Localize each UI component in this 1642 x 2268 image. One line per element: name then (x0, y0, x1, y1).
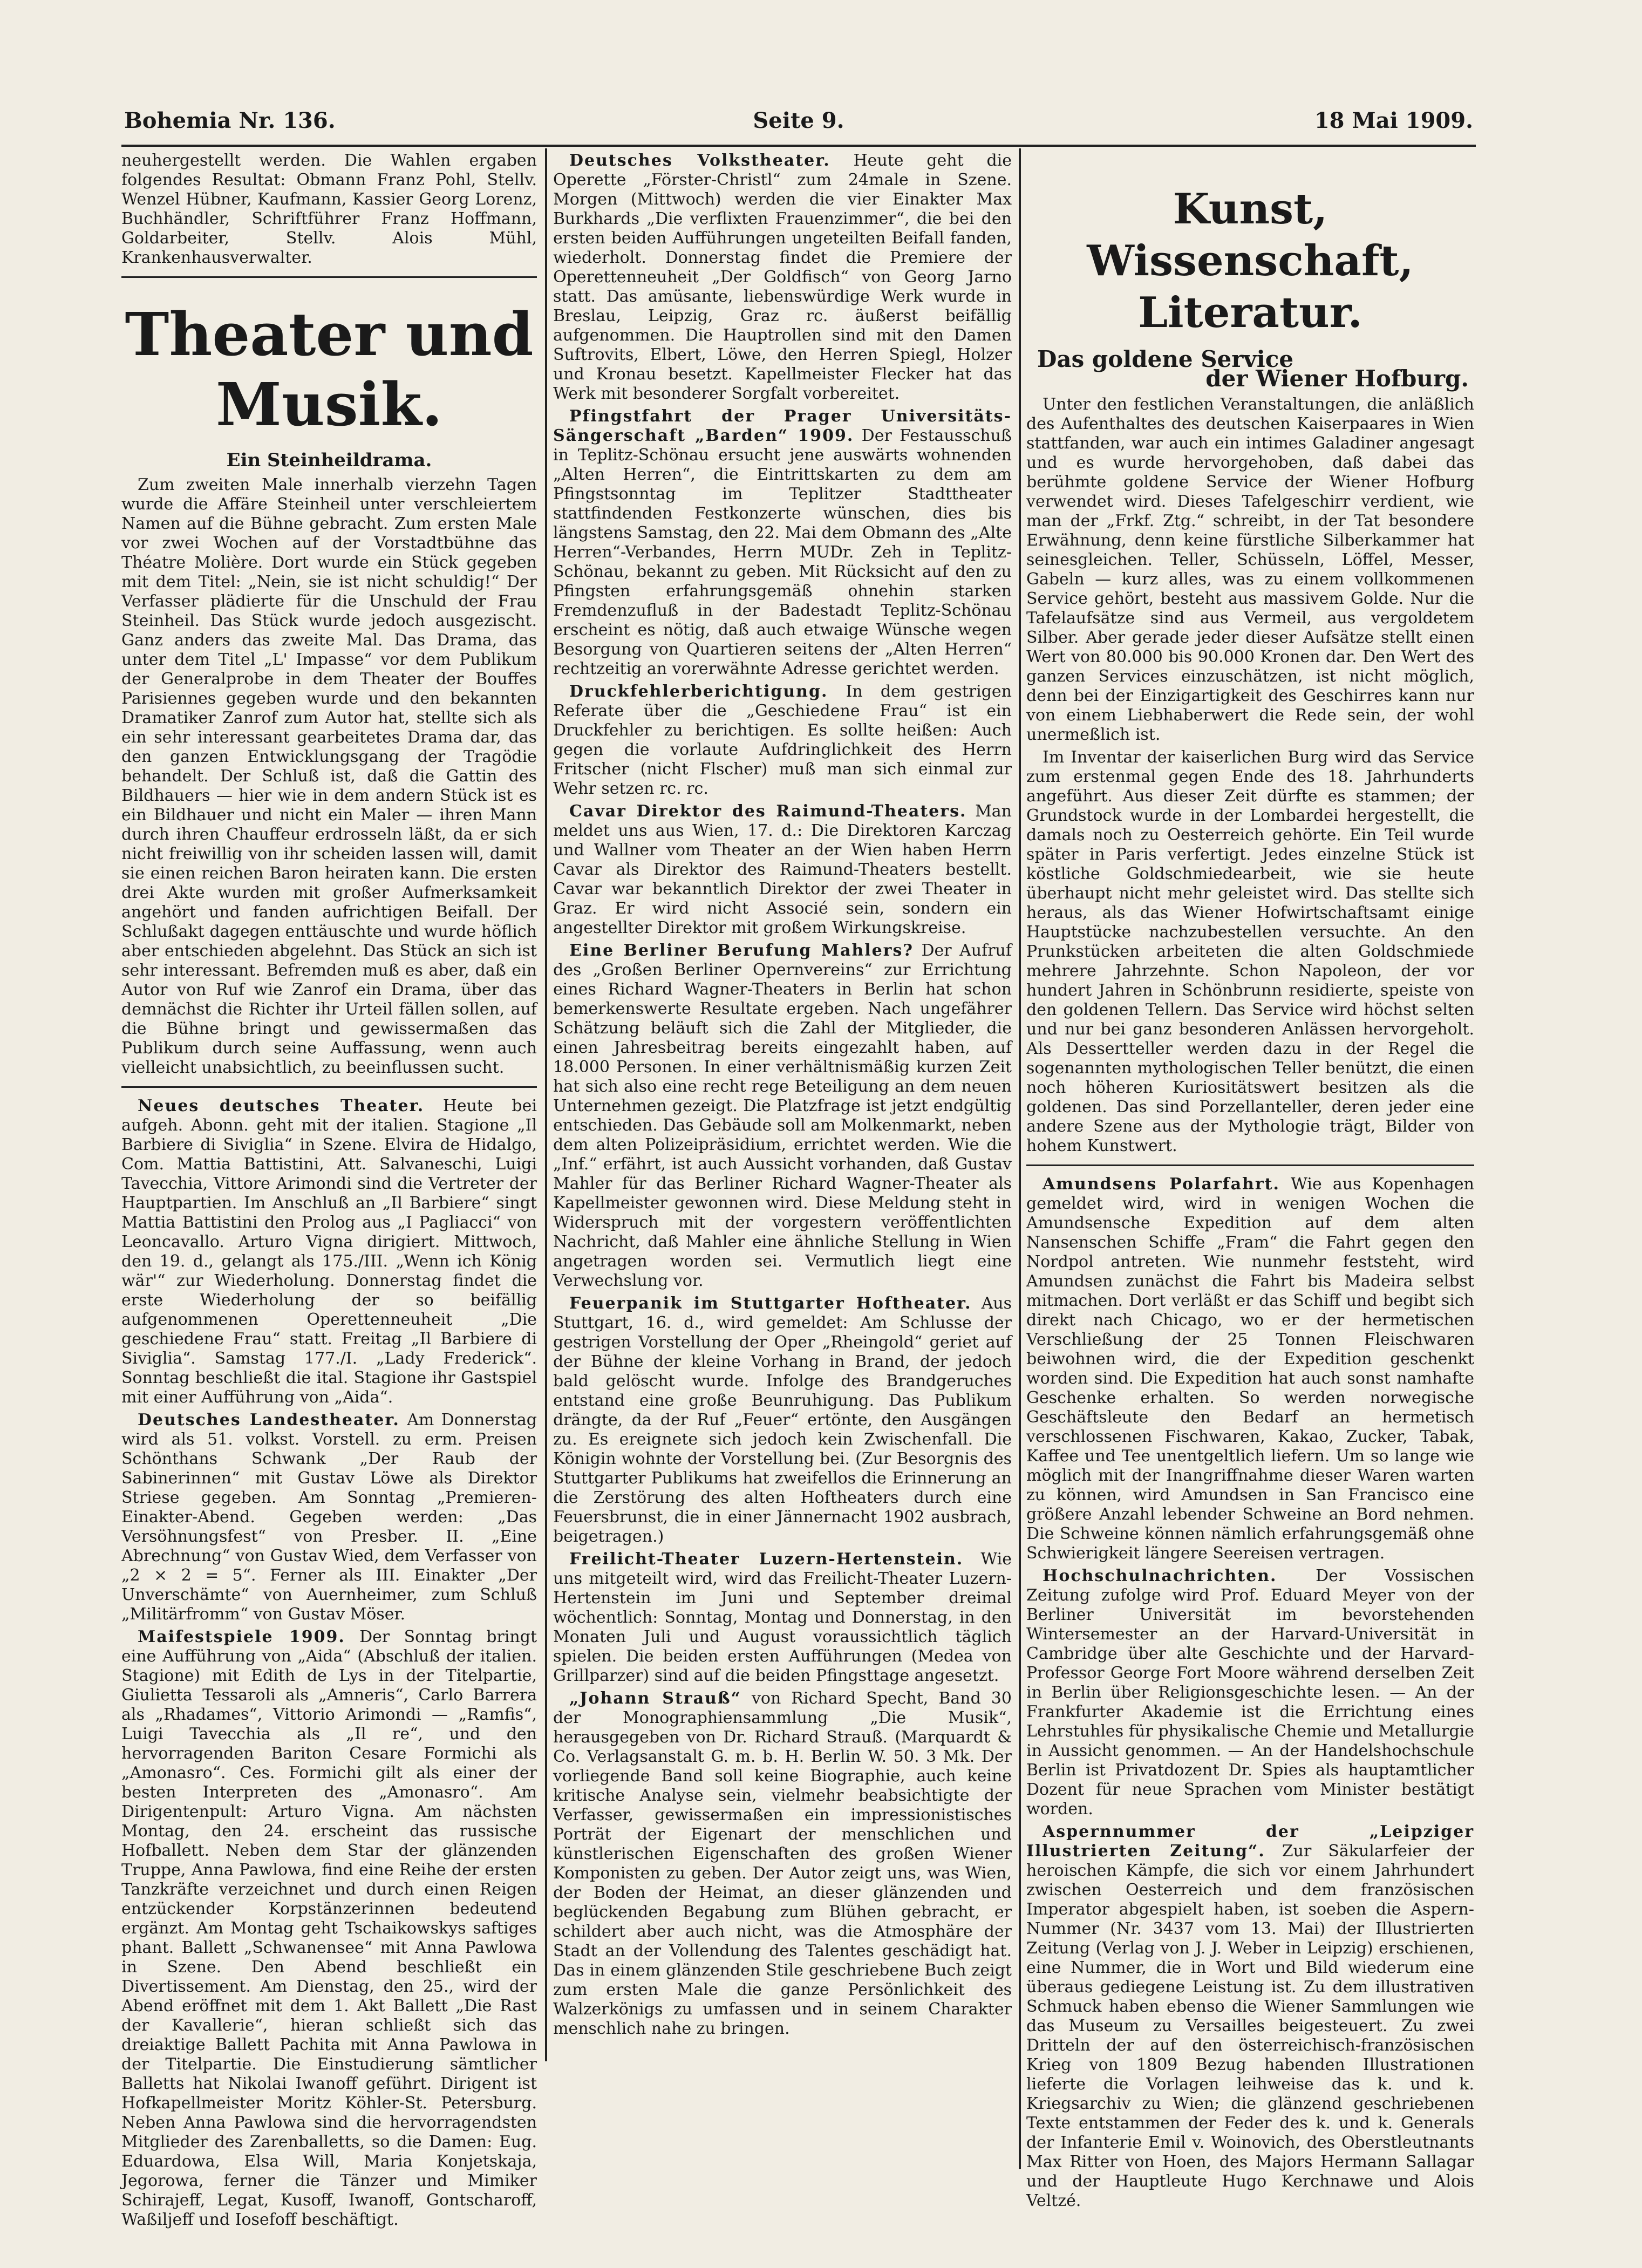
section-rule (121, 276, 537, 278)
article-paragraph: Im Inventar der kaiserlichen Burg wird das Service zum erstenmal gegen Ende des 18. Jahrhunderts angeführt. Aus dieser Zeit dürfte es stammen; der Grundstock wurde in der Lombardei hergestellt, die damals noch zu Oesterreich gehörte. Ein Teil wurde später in Paris verfertigt. Jedes einzelne Stück ist köstliche Goldschmiedearbeit, wie sie heute überhaupt nicht mehr geleistet wird. Das stellte sich heraus, als das Wiener Hofwirtschaftsamt einige Hauptstücke nachzubestellen versuchte. An den Prunkstücken arbeiteten die alten Goldschmiede mehrere Jahrzehnte. Schon Napoleon, der vor hundert Jahren in Schönbrunn residierte, speiste von den goldenen Tellern. Das Service wird höchst selten und nur bei ganz besonderen Anlässen hervorgeholt. Als Dessertteller werden dazu in der Regel die sogenannten mythologischen Teller benützt, die einen noch höheren Kuriositätswert besitzen als die goldenen. Das sind Porzellanteller, deren jeder eine andere Szene aus der Mythologie trägt, Bilder von hohem Kunstwert. (1026, 748, 1474, 1155)
page-header (124, 108, 1473, 140)
article-paragraph: Zum zweiten Male innerhalb vierzehn Tagen wurde die Affäre Steinheil unter verschleiertem Namen auf die Bühne gebracht. Zum ersten Male vor zwei Wochen auf der Vorstadtbühne das Théatre Molière. Dort wurde ein Stück gegeben mit dem Titel: „Nein, sie ist nicht schuldig!“ Der Verfasser plädierte für die Unschuld der Frau Steinheil. Das Stück wurde jedoch ausgezischt. Ganz anders das zweite Mal. Das Drama, das unter dem Titel „L' Impasse“ vor dem Publikum der Generalprobe in dem Theater der Bouffes Parisiennes gegeben wurde und den bekannten Dramatiker Zanrof zum Autor hat, stellte sich als ein sehr interessant gearbeitetes Drama dar, das den ganzen Entwicklungsgang der Tragödie behandelt. Der Schluß ist, daß die Gattin des Bildhauers — hier wie in dem andern Stück ist es ein Bildhauer und nicht ein Maler — ihren Mann durch ihren Chauffeur erdrosseln läßt, da er sich nicht freiwillig von ihr scheiden lassen will, damit sie einen reichen Baron heiraten kann. Die ersten drei Akte wurden mit großer Aufmerksamkeit angehört und fanden aufrichtigen Beifall. Der Schlußakt dagegen enttäuschte und wurde höflich aber entschieden abgelehnt. Das Stück an sich ist sehr interessant. Befremden muß es aber, daß ein Autor von Ruf wie Zanrof ein Drama, über das demnächst die Richter ihr Urteil fällen sollen, auf die Bühne bringt und gewissermaßen das Publikum durch seine Auffassung, wenn auch vielleicht unabsichtlich, zu beeinflussen sucht. (121, 475, 537, 1077)
column-2 (553, 151, 1012, 2072)
news-item (1026, 1175, 1474, 1563)
news-item (553, 941, 1012, 1291)
header-rule (121, 145, 1476, 147)
news-item-heading: Hochschulnachrichten. (1043, 1567, 1277, 1585)
header-issue: Bohemia Nr. 136. (124, 108, 336, 133)
news-item-heading: Eine Berliner Berufung Mahlers? (569, 941, 914, 960)
news-item-text: Man meldet uns aus Wien, 17. d.: Die Direktoren Karczag und Wallner vom Theater an der Wien haben Herrn Cavar als Direktor des Raimund-Theaters bestellt. Cavar war bekanntlich Direktor der zwei Theater in Graz. Er wird nicht Associé sein, sondern ein angestellter Direktor mit großem Wirkungskreise. (553, 802, 1012, 937)
column-divider-2 (1019, 148, 1021, 2169)
column-3 (1026, 151, 1474, 2210)
header-page-number: Seite 9. (753, 108, 844, 133)
news-item (553, 407, 1012, 679)
news-item-text: Der Aufruf des „Großen Berliner Opernvereins“ zur Errichtung eines Richard Wagner-Theaters in Berlin hat schon bemerkenswerte Resultate ergeben. Nach ungefährer Schätzung beläuft sich die Zahl der Mitglieder, die einen Jahresbeitrag bereits eingezahlt haben, auf 18.000 Personen. In einer verhältnismäßig kurzen Zeit hat sich also eine recht rege Beteiligung an dem neuen Unternehmen gezeigt. Die Platzfrage ist jetzt endgültig entschieden. Das Gebäude soll am Molkenmarkt, neben dem alten Polizeipräsidium, errichtet werden. Wie die „Inf.“ erfährt, ist auch Aussicht vorhanden, daß Gustav Mahler für das Berliner Richard Wagner-Theater als Kapellmeister gewonnen wird. Diese Meldung steht in Widerspruch mit der vorgestern veröffentlichten Nachricht, daß Mahler eine ähnliche Stellung in Wien angetragen worden sei. Vermutlich liegt eine Verwechslung vor. (553, 941, 1012, 1290)
news-item-text: Zur Säkularfeier der heroischen Kämpfe, die sich vor einem Jahrhundert zwischen Oesterreich und dem französischen Imperator abgespielt haben, ist soeben die Aspern-Nummer (Nr. 3437 vom 13. Mai) der Illustrierten Zeitung (Verlag von J. J. Weber in Leipzig) erschienen, eine Nummer, die in Wort und Bild wiederum eine überaus gediegene Leistung ist. Zu dem illustrativen Schmuck haben ebenso die Wiener Sammlungen wie das Museum zu Versailles beigesteuert. Zu zwei Dritteln der auf den österreichisch-französischen Krieg von 1809 Bezug habenden Illustrationen lieferte die Vorlagen leihweise das k. und k. Kriegsarchiv zu Wien; die glänzend geschriebenen Texte entstammen der Feder des k. und k. Generals der Infanterie Emil v. Woinovich, des Oberstleutnants Max Ritter von Hoen, des Majors Hermann Sallagar und der Hauptleute Hugo Kerchnawe und Alois Veltzé. (1026, 1842, 1474, 2210)
news-item-heading: Freilicht-Theater Luzern-Hertenstein. (569, 1550, 964, 1569)
news-item (121, 1627, 537, 2230)
news-item-heading: Cavar Direktor des Raimund-Theaters. (569, 802, 967, 821)
news-item (553, 802, 1012, 938)
news-item (553, 1550, 1012, 1686)
news-item-text: Heute geht die Operette „Förster-Christl“ zum 24male in Szene. Morgen (Mittwoch) werden die vier Einakter Max Burkhards „Die verflixten Frauenzimmer“, die bei den ersten beiden Aufführungen ungeteilten Beifall fanden, wiederholt. Donnerstag findet die Premiere der Operettenneuheit „Der Goldfisch“ von Georg Jarno statt. Das amüsante, liebenswürdige Werk wurde in Breslau, Leipzig, Graz rc. äußerst beifällig aufgenommen. Die Hauptrollen sind mit den Damen Suftrovits, Elbert, Löwe, den Herren Spiegl, Holzer und Kronau besetzt. Kapellmeister Flecker hat das Werk mit besonderer Sorgfalt vorbereitet. (553, 151, 1012, 403)
news-item-heading: Amundsens Polarfahrt. (1043, 1175, 1280, 1194)
article-title-line-1: Das goldene Service (1037, 346, 1294, 372)
news-item-text: von Richard Specht, Band 30 der Monographiensammlung „Die Musik“, herausgegeben von Dr. Richard Strauß. (Marquardt & Co. Verlagsanstalt G. m. b. H. Berlin W. 50. 3 Mk. Der vorliegende Band soll keine Biographie, auch keine kritische Analyse sein, vielmehr beabsichtigte der Verfasser, gewissermaßen ein impressionistisches Porträt der Eigenart der menschlichen und künstlerischen Eigenschaften des großen Wiener Komponisten zu geben. Der Autor zeigt uns, was Wien, der Boden der Heimat, an dieser glänzenden und beglückenden Begabung zum Blühen gebracht, er schildert aber auch nicht, was die Atmosphäre der Stadt an der Vollendung des Talentes geschädigt hat. Das in einem glänzenden Stile geschriebene Buch zeigt zum ersten Male die ganze Persönlichkeit des Walzerkönigs zu umfassen und in seinem Charakter menschlich nahe zu bringen. (553, 1689, 1012, 2038)
news-item (553, 682, 1012, 799)
news-item-text: Heute bei aufgeh. Abonn. geht mit der italien. Stagione „Il Barbiere di Siviglia“ in Szene. Elvira de Hidalgo, Com. Mattia Battistini, Att. Salvaneschi, Luigi Tavecchia, Vittore Arimondi sind die Vertreter der Hauptpartien. Im Anschluß an „Il Barbiere“ singt Mattia Battistini den Prolog aus „I Pagliacci“ von Leoncavallo. Arturo Vigna dirigiert. Mittwoch, den 19. d., gelangt als 175./III. „Wenn ich König wär'“ zur Wiederholung. Donnerstag findet die erste Wiederholung der so beifällig aufgenommenen Operettenneuheit „Die geschiedene Frau“ statt. Freitag „Il Barbiere di Siviglia“. Samstag 177./I. „Lady Frederick“. Sonntag beschließt die ital. Stagione ihr Gastspiel mit einer Aufführung von „Aida“. (121, 1096, 537, 1407)
news-item-heading: Deutsches Volkstheater. (569, 151, 830, 170)
column-1 (121, 151, 537, 2229)
news-item-text: In dem gestrigen Referate über die „Geschiedene Frau“ ist ein Druckfehler zu berichtigen. Es sollte heißen: Auch gegen die vorlaute Aufdringlichkeit des Herrn Fritscher (nicht Flscher) muß man sich einmal zur Wehr setzen rc. rc. (553, 682, 1012, 798)
news-item-heading: Druckfehlerberichtigung. (569, 682, 828, 701)
news-item-text: Am Donnerstag wird als 51. volkst. Vorstell. zu erm. Preisen Schönthans Schwank „Der Raub der Sabinerinnen“ mit Gustav Löwe als Direktor Striese gegeben. Am Sonntag „Premieren-Einakter-Abend. Gegeben werden: „Das Versöhnungsfest“ von Presber. II. „Eine Abrechnung“ von Gustav Wied, dem Verfasser von „2 × 2 = 5“. Ferner als III. Einakter „Der Unverschämte“ von Auernheimer, zum Schluß „Militärfromm“ von Gustav Möser. (121, 1411, 537, 1624)
news-item-heading: „Johann Strauß“ (569, 1689, 741, 1708)
article-paragraph: Unter den festlichen Veranstaltungen, die anläßlich des Aufenthaltes des deutschen Kaiserpaares in Wien stattfanden, war auch ein intimes Galadiner angesagt und es wurde hervorgehoben, daß dabei das berühmte goldene Service der Wiener Hofburg verwendet wird. Dieses Tafelgeschirr verdient, wie man der „Frkf. Ztg.“ schreibt, in der Tat besondere Erwähnung, denn keine fürstliche Silberkammer hat seinesgleichen. Teller, Schüsseln, Löffel, Messer, Gabeln — kurz alles, was zu einem vollkommenen Service gehört, besteht aus massivem Golde. Nur die Tafelaufsätze sind aus Vermeil, aus vergoldetem Silber. Aber gerade jeder dieser Aufsätze stellt einen Wert von 80.000 bis 90.000 Kronen dar. Den Wert des ganzen Services einzuschätzen, ist nicht möglich, denn bei der Einzigartigkeit des Geschirres kann nur von einem Liebhaberwert die Rede sein, der wohl unermeßlich ist. (1026, 395, 1474, 744)
news-item-heading: Neues deutsches Theater. (138, 1096, 425, 1115)
section-title-kunst: Kunst, Wissenschaft, Literatur. (1087, 185, 1414, 337)
news-item-text: Der Festausschuß in Teplitz-Schönau ersucht jene auswärts wohnenden „Alten Herren“, die Eintrittskarten zu dem am Pfingstsonntag im Teplitzer Stadttheater stattfindenden Festkonzerte wünschen, dies bis längstens Samstag, den 22. Mai dem Obmann des „Alte Herren“-Verbandes, Herrn MUDr. Zeh in Teplitz-Schönau, bekannt zu geben. Mit Rücksicht auf den zu Pfingsten erfahrungsgemäß ohnehin starken Fremdenzufluß in der Badestadt Teplitz-Schönau erscheint es nötig, daß auch etwaige Wünsche wegen Besorgung von Quartieren seitens der „Alten Herren“ rechtzeitig an vorerwähnte Adresse gerichtet werden. (553, 426, 1012, 678)
article-rule (121, 1086, 537, 1088)
news-item-text: Der Sonntag bringt eine Aufführung von „Aida“ (Abschluß der italien. Stagione) mit Edith de Lys in der Titelpartie, Giulietta Tessaroli als „Amneris“, Carlo Barrera als „Rhadames“, Vittorio Arimondi — „Ramfis“, Luigi Tavecchia als „Il re“, und den hervorragenden Bariton Cesare Formichi als „Amonasro“. Ces. Formichi gilt als einer der besten Interpreten des „Amonasro“. Am Dirigentenpult: Arturo Vigna. Am nächsten Montag, den 24. erscheint das russische Hofballett. Neben dem Star der glänzenden Truppe, Anna Pawlowa, find eine Reihe der ersten Tanzkräfte verzeichnet und durch einen Reigen entzückender Korpstänzerinnen bedeutend ergänzt. Am Montag geht Tschaikowskys saftiges phant. Ballett „Schwanensee“ mit Anna Pawlowa in Szene. Den Abend beschließt ein Divertissement. Am Dienstag, den 25., wird der Abend eröffnet mit dem 1. Akt Ballett „Die Rast der Kavallerie“, hieran schließt sich das dreiaktige Ballett Pachita mit Anna Pawlowa in der Titelpartie. Die Einstudierung sämtlicher Balletts hat Nikolai Iwanoff geführt. Dirigent ist Hofkapellmeister Moritz Köhler-St. Petersburg. Neben Anna Pawlowa sind die hervorragendsten Mitglieder des Zarenballetts, so die Damen: Eug. Eduardowa, Elsa Will, Maria Konjetskaja, Jegorowa, ferner die Tänzer und Mimiker Schirajeff, Legat, Kusoff, Iwanoff, Gontscharoff, Waßiljeff und Iosefoff beschäftigt. (121, 1627, 537, 2229)
news-item-text: Der Vossischen Zeitung zufolge wird Prof. Eduard Meyer von der Berliner Universität im bevorstehenden Wintersemester an der Harvard-Universität in Cambridge über alte Geschichte und der Harvard-Professor George Fort Moore während derselben Zeit in Berlin über Religionsgeschichte lesen. — An der Frankfurter Akademie ist die Errichtung eines Lehrstuhles für physikalische Chemie und Metallurgie in Aussicht genommen. — An der Handelshochschule Berlin ist Privatdozent Dr. Spies als hauptamtlicher Dozent für neue Sprachen vom Minister bestätigt worden. (1026, 1567, 1474, 1819)
article-title-steinheil: Ein Steinheildrama. (226, 449, 432, 471)
news-item-heading: Aspernnummer der „Leipziger Illustrierten Zeitung“. (1026, 1822, 1474, 1861)
article-title-line-2: der Wiener Hofburg. (1205, 365, 1469, 392)
news-item-heading: Feuerpanik im Stuttgarter Hoftheater. (569, 1294, 972, 1313)
news-item (553, 1689, 1012, 2039)
news-item (553, 151, 1012, 404)
news-item-heading: Maifestspiele 1909. (138, 1627, 345, 1646)
news-item-text: Aus Stuttgart, 16. d., wird gemeldet: Am Schlusse der gestrigen Vorstellung der Oper „Rheingold“ geriet auf der Bühne der kleine Vorhang in Brand, der jedoch bald gelöscht wurde. Infolge des Brandgeruches entstand eine große Beunruhigung. Das Publikum drängte, da der Ruf „Feuer“ ertönte, den Ausgängen zu. Es ereignete sich jedoch kein Zwischenfall. Die Königin wohnte der Vorstellung bei. (Zur Besorgnis des Stuttgarter Publikums hat zweifellos die Erinnerung an die Zerstörung des alten Hoftheaters durch eine Feuersbrunst, die in einer Jännernacht 1902 ausbrach, beigetragen.) (553, 1294, 1012, 1546)
intro-paragraph: neuhergestellt werden. Die Wahlen ergaben folgendes Resultat: Obmann Franz Pohl, Stellv. Wenzel Hübner, Kaufmann, Kassier Georg Lorenz, Buchhändler, Schriftführer Franz Hoffmann, Goldarbeiter, Stellv. Alois Mühl, Krankenhausverwalter. (121, 151, 537, 267)
section-title-theater: Theater und Musik. (125, 299, 534, 439)
news-item-heading: Deutsches Landestheater. (138, 1411, 400, 1429)
news-item (1026, 1567, 1474, 1819)
column-divider-1 (545, 148, 547, 2061)
news-item (121, 1411, 537, 1624)
news-item (121, 1096, 537, 1407)
header-date: 18 Mai 1909. (1314, 108, 1473, 133)
news-item (1026, 1822, 1474, 2211)
article-rule (1026, 1164, 1474, 1166)
news-item-text: Wie aus Kopenhagen gemeldet wird, wird in wenigen Wochen die Amundsensche Expedition auf dem alten Nansenschen Schiffe „Fram“ die Fahrt gegen den Nordpol antreten. Wie nunmehr feststeht, wird Amundsen zunächst die Fahrt bis Madeira selbst mitmachen. Dort verläßt er das Schiff und begibt sich direkt nach Chicago, wo er der hermetischen Verschließung der 25 Tonnen Fleischwaren beiwohnen wird, die der Expedition geschenkt worden sind. Die Expedition hat auch sonst namhafte Geschenke erhalten. So werden norwegische Geschäftsleute den Bedarf an hermetisch verschlossenen Fischwaren, Kakao, Zucker, Tabak, Kaffee und Tee unentgeltlich liefern. Um so lange wie möglich mit der Inangriffnahme dieser Waren warten zu können, wird Amundsen in San Francisco eine größere Anzahl lebender Schweine an Bord nehmen. Die Schweine können nämlich erfahrungsgemäß ohne Schwierigkeit längere Seereisen vertragen. (1026, 1175, 1474, 1563)
news-item-heading: Pfingstfahrt der Prager Universitäts-Sängerschaft „Barden“ 1909. (553, 407, 1012, 445)
news-item-text: Wie uns mitgeteilt wird, wird das Freilicht-Theater Luzern-Hertenstein im Juni und September dreimal wöchentlich: Sonntag, Montag und Donnerstag, in den Monaten Juli und August voraussichtlich täglich spielen. Die beiden ersten Aufführungen (Medea von Grillparzer) sind auf die beiden Pfingsttage angesetzt. (553, 1550, 1012, 1685)
news-item (553, 1294, 1012, 1547)
